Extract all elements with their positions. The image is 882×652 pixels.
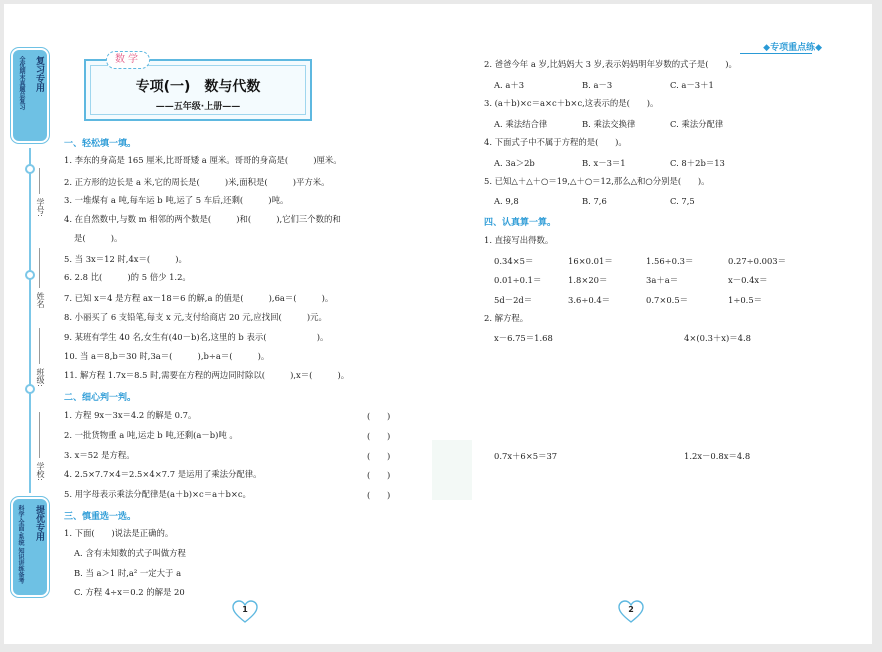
judge-question: 3. x＝52 是方程。 [64, 450, 135, 460]
fill-question: 6. 2.8 比( )的 5 倍少 1.2。 [64, 272, 191, 282]
section-fill-title: 一、轻松填一填。 [64, 139, 137, 149]
school-line [39, 412, 40, 458]
class-line [39, 328, 40, 364]
subject-label: 数学 [106, 51, 150, 69]
fill-question: 3. 一堆煤有 a 吨,每车运 b 吨,运了 5 车后,还剩( )吨。 [64, 195, 289, 205]
fill-question: 10. 当 a＝8,b＝30 时,3a＝( ),b÷a＝( )。 [64, 351, 270, 361]
improve-tab-subtitle: 科学·全面·系统 知识讲练备考 [17, 505, 24, 584]
fill-question: 8. 小丽买了 6 支铅笔,每支 x 元,支付给商店 20 元,应找回( )元。 [64, 312, 327, 322]
binding-hole [25, 164, 35, 174]
badge-underline [740, 53, 812, 54]
calc-item: 0.7×0.5＝ [646, 295, 689, 305]
judge-question: 4. 2.5×7.7×4＝2.5×4×7.7 是运用了乘法分配律。 [64, 469, 262, 479]
calc-item: x－0.4x＝ [728, 275, 768, 285]
page-title: 专项(一) 数与代数 [135, 79, 261, 95]
section-calc-title: 四、认真算一算。 [484, 218, 557, 228]
calc-item: 3a＋a＝ [646, 275, 679, 285]
calc-question: 1. 直接写出得数。 [484, 235, 554, 245]
section-badge: ◆专项重点练◆ [763, 43, 822, 53]
equation-item: x－6.75＝1.68 [494, 333, 553, 343]
judge-question: 5. 用字母表示乘法分配律是(a＋b)×c＝a＋b×c。 [64, 489, 251, 499]
calc-item: 0.34×5＝ [494, 256, 534, 266]
fill-question: 2. 正方形的边长是 a 米,它的周长是( )米,面积是( )平方米。 [64, 177, 330, 187]
shading-mark [432, 440, 472, 500]
judge-bracket[interactable]: ( ) [367, 470, 391, 480]
choice-option: B. 当 a＞1 时,a² 一定大于 a [74, 568, 182, 578]
page-number: 2 [628, 605, 634, 614]
choice-option: B. 7,6 [582, 196, 607, 206]
choice-option: B. a－3 [582, 80, 613, 90]
choice-option: C. 方程 4÷x＝0.2 的解是 20 [74, 587, 185, 597]
page-number: 1 [242, 605, 248, 614]
choice-option: C. 8＋2b＝13 [670, 158, 725, 168]
calc-item: 1.56÷0.3＝ [646, 256, 694, 266]
calc-item: 5d－2d＝ [494, 295, 533, 305]
equation-item: 0.7x＋6×5＝37 [494, 451, 558, 461]
judge-question: 1. 方程 9x－3x＝4.2 的解是 0.7。 [64, 410, 197, 420]
title-box [84, 54, 312, 121]
fill-question: 1. 李东的身高是 165 厘米,比哥哥矮 a 厘米。哥哥的身高是( )厘米。 [64, 155, 342, 165]
choice-option: A. 3a＞2b [494, 158, 535, 168]
equation-item: 4×(0.3＋x)＝4.8 [684, 333, 751, 343]
fill-question: 9. 某班有学生 40 名,女生有(40－b)名,这里的 b 表示( )。 [64, 332, 329, 342]
binding-line [29, 148, 31, 493]
equation-item: 1.2x－0.8x＝4.8 [684, 451, 751, 461]
judge-bracket[interactable]: ( ) [367, 451, 391, 461]
improve-tab [11, 497, 49, 597]
choice-option: B. x－3＝1 [582, 158, 626, 168]
choice-question: 5. 已知△＋△＋○＝19,△＋○＝12,那么△和○分别是( )。 [484, 176, 710, 186]
binding-hole [25, 384, 35, 394]
judge-bracket[interactable]: ( ) [367, 490, 391, 500]
binding-hole [25, 270, 35, 280]
review-tab-title: 复习专用 [34, 56, 44, 92]
calc-item: 0.27÷0.003＝ [728, 256, 787, 266]
calc-item: 1÷0.5＝ [728, 295, 763, 305]
improve-tab-title: 提优专用 [34, 505, 44, 541]
calc-item: 1.8×20＝ [568, 275, 608, 285]
fill-question: 5. 当 3x＝12 时,4x＝( )。 [64, 254, 187, 264]
school-label: 学校: [36, 462, 45, 481]
binding-sidebar [11, 48, 51, 600]
choice-question: 1. 下面( )说法是正确的。 [64, 528, 174, 538]
choice-option: A. 乘法结合律 [494, 119, 548, 129]
student-number-label: 学号: [36, 198, 45, 217]
calc-item: 16×0.01＝ [568, 256, 613, 266]
section-judge-title: 二、细心判一判。 [64, 393, 137, 403]
calc-item: 3.6÷0.4＝ [568, 295, 611, 305]
worksheet-spread [4, 4, 872, 644]
fill-question-continued: 是( )。 [74, 233, 123, 243]
fill-question: 7. 已知 x＝4 是方程 ax－18＝6 的解,a 的值是( ),6a＝( )。 [64, 293, 334, 303]
choice-option: C. a－3＋1 [670, 80, 714, 90]
fill-question: 11. 解方程 1.7x＝8.5 时,需要在方程的两边同时除以( ),x＝( )。 [64, 370, 350, 380]
judge-question: 2. 一批货物重 a 吨,运走 b 吨,还剩(a－b)吨 。 [64, 430, 238, 440]
page-number-heart [232, 600, 258, 624]
review-tab-subtitle: 全优期末真题总复习 [18, 56, 25, 110]
choice-option: B. 乘法交换律 [582, 119, 636, 129]
fill-question: 4. 在自然数中,与数 m 相邻的两个数是( )和( ),它们三个数的和 [64, 214, 341, 224]
choice-option: A. a＋3 [494, 80, 525, 90]
choice-option: C. 7,5 [670, 196, 695, 206]
choice-question: 4. 下面式子中不属于方程的是( )。 [484, 137, 627, 147]
grade-label: ——五年级·上册—— [155, 102, 241, 112]
student-number-line [39, 168, 40, 194]
choice-option: C. 乘法分配律 [670, 119, 724, 129]
calc-item: 0.01÷0.1＝ [494, 275, 542, 285]
judge-bracket[interactable]: ( ) [367, 411, 391, 421]
choice-question: 3. (a＋b)×c＝a×c＋b×c,这表示的是( )。 [484, 98, 659, 108]
page-number-heart [618, 600, 644, 624]
choice-option: A. 9,8 [494, 196, 519, 206]
choice-option: A. 含有未知数的式子叫做方程 [74, 548, 186, 558]
name-line [39, 248, 40, 288]
judge-bracket[interactable]: ( ) [367, 431, 391, 441]
name-label: 姓名 [36, 292, 45, 308]
section-choice-title: 三、慎重选一选。 [64, 512, 137, 522]
equation-question: 2. 解方程。 [484, 313, 529, 323]
choice-question: 2. 爸爸今年 a 岁,比妈妈大 3 岁,表示妈妈明年岁数的式子是( )。 [484, 59, 737, 69]
review-tab [11, 48, 49, 143]
class-label: 班级: [36, 368, 45, 387]
